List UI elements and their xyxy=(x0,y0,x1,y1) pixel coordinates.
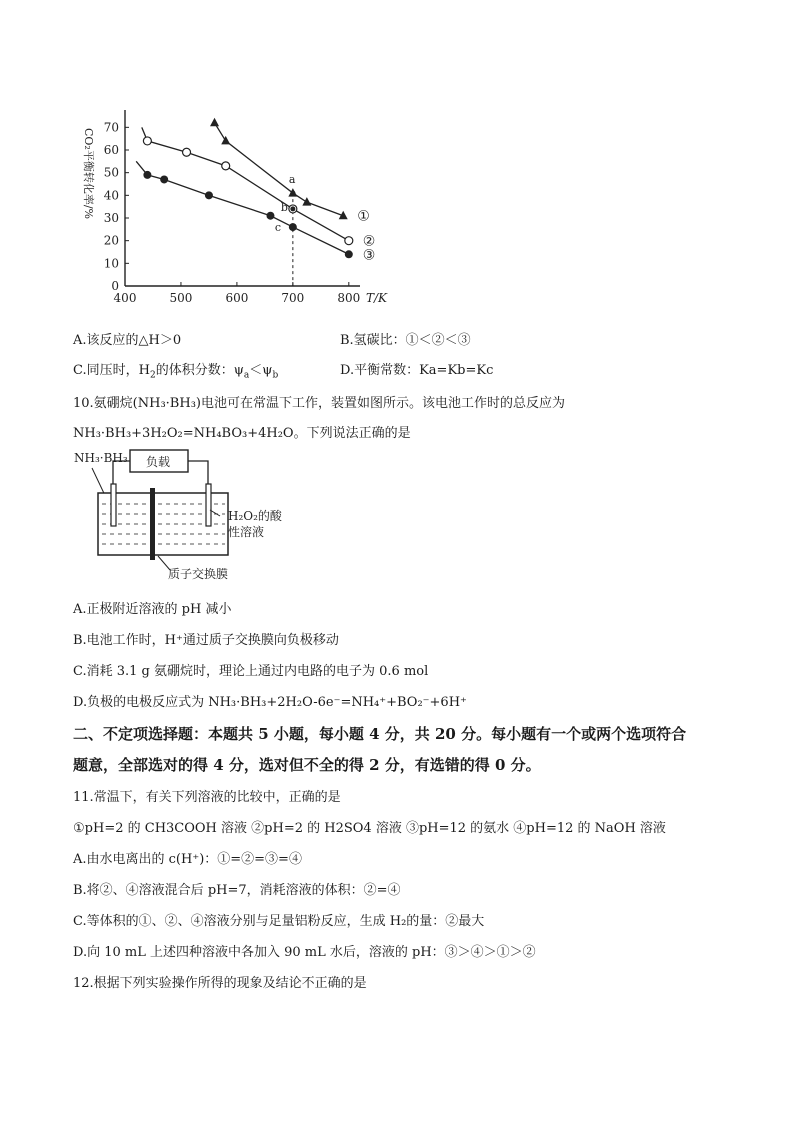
q11-stem: 11.常温下，有关下列溶液的比较中，正确的是 xyxy=(73,790,341,805)
y-tick-label: 20 xyxy=(103,233,119,248)
x-tick-label: 800 xyxy=(337,291,361,305)
y-tick-label: 10 xyxy=(103,256,119,271)
point-a xyxy=(290,191,295,196)
point-filled-circle xyxy=(266,212,274,220)
chart-axes xyxy=(125,110,360,286)
series-label: ③ xyxy=(362,247,376,264)
point-open-circle xyxy=(183,148,191,156)
series-2 xyxy=(142,127,353,244)
point-annotation-c: c xyxy=(274,221,282,235)
q10-option-a: A.正极附近溶液的 pH 减小 xyxy=(73,602,232,617)
chart-series xyxy=(136,118,353,258)
q10-option-b: B.电池工作时，H⁺通过质子交换膜向负极移动 xyxy=(73,633,339,648)
point-open-circle xyxy=(222,162,230,170)
x-tick-label: 600 xyxy=(225,291,249,305)
co2-conversion-chart xyxy=(73,98,388,318)
series-label: ② xyxy=(362,233,376,250)
point-c xyxy=(290,225,295,230)
point-annotation-a: a xyxy=(288,173,296,187)
battery-left-label: NH₃·BH₃ xyxy=(74,451,128,465)
series-line xyxy=(142,127,349,240)
y-tick-label: 0 xyxy=(111,279,119,293)
x-tick-label: 400 xyxy=(113,291,137,305)
x-tick-label: 700 xyxy=(281,291,305,305)
q9-option-d: D.平衡常数：Ka=Kb=Kc xyxy=(340,363,494,378)
point-triangle xyxy=(221,136,230,145)
y-axis-label: CO₂平衡转化率/% xyxy=(82,128,95,220)
q9-option-b: B.氢碳比：①＜②＜③ xyxy=(340,333,471,348)
q11-option-d: D.向 10 mL 上述四种溶液中各加入 90 mL 水后，溶液的 pH：③＞④＞①＞② xyxy=(73,945,536,960)
point-triangle xyxy=(302,197,311,206)
point-filled-circle xyxy=(205,191,213,199)
point-open-circle xyxy=(143,137,151,145)
q9-option-a: A.该反应的△H＞0 xyxy=(73,333,182,348)
series-line xyxy=(136,161,349,254)
wire-right xyxy=(188,461,208,484)
membrane-label: 质子交换膜 xyxy=(168,567,229,581)
cathode xyxy=(206,484,211,526)
anode xyxy=(111,484,116,526)
q10-stem-1: 10.氨硼烷(NH₃·BH₃)电池可在常温下工作，装置如图所示。该电池工作时的总反应为 xyxy=(73,396,565,411)
q9-option-c: C.同压时，$H_2$的体积分数：$\psi_a<\psi_b$ xyxy=(73,363,279,381)
y-tick-label: 40 xyxy=(103,188,119,203)
q11-option-a: A.由水电离出的 c(H⁺)：①=②=③=④ xyxy=(73,852,302,867)
y-tick-label: 30 xyxy=(103,211,119,225)
series-line xyxy=(215,123,344,216)
x-tick-label: 500 xyxy=(169,291,193,305)
q12-stem: 12.根据下列实验操作所得的现象及结论不正确的是 xyxy=(73,976,367,991)
point-triangle xyxy=(210,118,219,127)
battery-diagram xyxy=(70,448,290,586)
point-filled-circle xyxy=(345,250,353,258)
right-label-2: 性溶液 xyxy=(228,525,265,539)
proton-exchange-membrane xyxy=(150,488,155,560)
q10-stem-2: NH₃·BH₃+3H₂O₂=NH₄BO₃+4H₂O。下列说法正确的是 xyxy=(73,426,411,441)
y-tick-label: 70 xyxy=(103,120,119,135)
x-axis-label: T/K xyxy=(366,291,388,305)
point-b xyxy=(290,206,295,211)
y-tick-label: 50 xyxy=(103,165,119,180)
series-3 xyxy=(136,161,353,258)
section-2-header-1: 二、不定项选择题：本题共 5 小题，每小题 4 分，共 20 分。每小题有一个或两个选项符合 xyxy=(73,725,687,743)
point-open-circle xyxy=(345,237,353,245)
series-label: ① xyxy=(357,208,370,225)
point-filled-circle xyxy=(160,175,168,183)
load-label: 负载 xyxy=(146,455,171,469)
point-annotation-b: b xyxy=(280,200,288,214)
q10-option-d: D.负极的电极反应式为 NH₃·BH₃+2H₂O-6e⁻=NH₄⁺+BO₂⁻+6H⁺ xyxy=(73,695,467,710)
q11-list: ①pH=2 的 CH3COOH 溶液 ②pH=2 的 H2SO4 溶液 ③pH=12 的氨水 ④pH=12 的 NaOH 溶液 xyxy=(73,821,666,836)
q10-option-c: C.消耗 3.1 g 氨硼烷时，理论上通过内电路的电子为 0.6 mol xyxy=(73,664,429,679)
section-2-header-2: 题意，全部选对的得 4 分，选对但不全的得 2 分，有选错的得 0 分。 xyxy=(73,756,541,774)
chart-ticks xyxy=(104,120,361,305)
point-filled-circle xyxy=(143,171,151,179)
y-tick-label: 60 xyxy=(103,143,119,157)
right-label-1: H₂O₂的酸 xyxy=(228,509,282,523)
q11-option-b: B.将②、④溶液混合后 pH=7，消耗溶液的体积：②=④ xyxy=(73,883,401,898)
q11-option-c: C.等体积的①、②、④溶液分别与足量铝粉反应，生成 H₂的量：②最大 xyxy=(73,914,485,929)
